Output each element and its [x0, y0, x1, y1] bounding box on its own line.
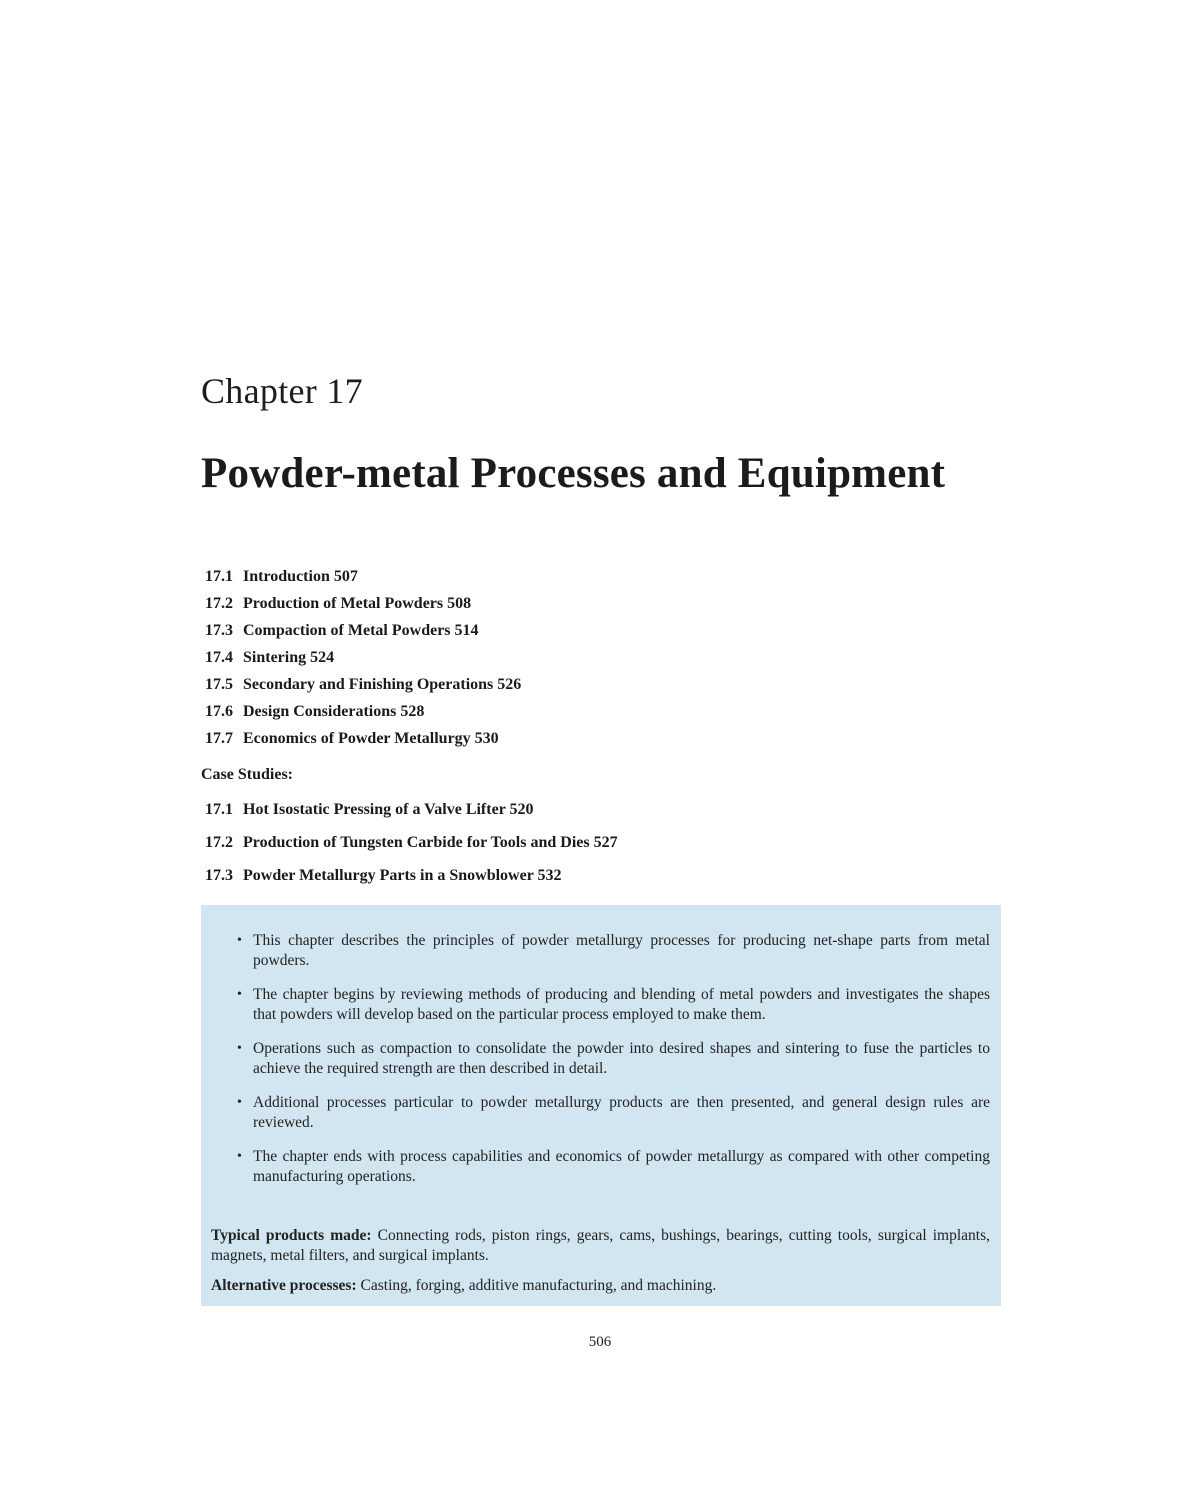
bullet-icon: •	[237, 987, 242, 1002]
bullet-icon: •	[237, 1041, 242, 1056]
bullet-icon: •	[237, 1095, 242, 1110]
bullet-icon: •	[237, 1149, 242, 1164]
toc-item-title: Economics of Powder Metallurgy 530	[243, 730, 499, 747]
toc-item[interactable]	[205, 621, 521, 648]
chapter-title: Powder-metal Processes and Equipment	[201, 450, 946, 497]
case-study-item[interactable]	[205, 833, 618, 866]
toc-item[interactable]	[205, 567, 521, 594]
typical-products	[211, 1226, 990, 1266]
toc-item-number: 17.7	[205, 730, 233, 747]
summary-bullet	[237, 1147, 990, 1187]
case-study-title: Production of Tungsten Carbide for Tools and Dies 527	[243, 834, 618, 851]
summary-bullet	[237, 985, 990, 1025]
bullet-icon: •	[237, 933, 242, 948]
chapter-label: Chapter 17	[201, 371, 363, 411]
summary-bullet-list	[237, 931, 990, 1201]
toc-item[interactable]	[205, 729, 521, 756]
table-of-contents	[205, 567, 521, 756]
case-study-item[interactable]	[205, 866, 618, 899]
summary-bullet	[237, 1039, 990, 1079]
case-study-title: Hot Isostatic Pressing of a Valve Lifter 520	[243, 801, 534, 818]
summary-bullet-text: The chapter ends with process capabilities and economics of powder metallurgy as compared with other competing manufacturing operations.	[253, 1148, 990, 1185]
summary-bullet-text: Operations such as compaction to consolidate the powder into desired shapes and sintering to fuse the particles to achieve the required strength are then described in detail.	[253, 1040, 990, 1077]
toc-item-number: 17.1	[205, 568, 233, 585]
case-study-number: 17.1	[205, 801, 233, 818]
toc-item-title: Compaction of Metal Powders 514	[243, 622, 479, 639]
toc-item[interactable]	[205, 702, 521, 729]
toc-item[interactable]	[205, 594, 521, 621]
summary-bullet-text: This chapter describes the principles of powder metallurgy processes for producing net-shape parts from metal powders.	[253, 932, 990, 969]
page-number: 506	[588, 1334, 612, 1350]
alternative-processes-label: Alternative processes:	[211, 1277, 357, 1294]
case-studies-list	[205, 800, 618, 899]
toc-item-title: Production of Metal Powders 508	[243, 595, 472, 612]
toc-item-number: 17.4	[205, 649, 233, 666]
toc-item-number: 17.6	[205, 703, 233, 720]
case-study-item[interactable]	[205, 800, 618, 833]
case-study-number: 17.3	[205, 867, 233, 884]
case-study-number: 17.2	[205, 834, 233, 851]
toc-item-number: 17.5	[205, 676, 233, 693]
typical-products-label: Typical products made:	[211, 1227, 372, 1244]
summary-bullet-text: The chapter begins by reviewing methods of producing and blending of metal powders and investigates the shapes that powders will develop based on the particular process employed to make them.	[253, 986, 990, 1023]
case-study-title: Powder Metallurgy Parts in a Snowblower 532	[243, 867, 562, 884]
toc-item-title: Introduction 507	[243, 568, 358, 585]
alternative-processes-text: Casting, forging, additive manufacturing, and machining.	[360, 1277, 717, 1294]
toc-item-title: Sintering 524	[243, 649, 335, 666]
summary-bullet	[237, 1093, 990, 1133]
summary-bullet	[237, 931, 990, 971]
toc-item[interactable]	[205, 675, 521, 702]
toc-item-number: 17.3	[205, 622, 233, 639]
summary-bullet-text: Additional processes particular to powder metallurgy products are then presented, and general design rules are reviewed.	[253, 1094, 990, 1131]
toc-item-title: Secondary and Finishing Operations 526	[243, 676, 522, 693]
toc-item-title: Design Considerations 528	[243, 703, 425, 720]
case-studies-heading: Case Studies:	[201, 766, 294, 783]
alternative-processes	[211, 1276, 990, 1296]
typical-products-text: Connecting rods, piston rings, gears, cams, bushings, bearings, cutting tools, surgical implants, magnets, metal filters, and surgical implants.	[211, 1227, 990, 1264]
toc-item[interactable]	[205, 648, 521, 675]
toc-item-number: 17.2	[205, 595, 233, 612]
